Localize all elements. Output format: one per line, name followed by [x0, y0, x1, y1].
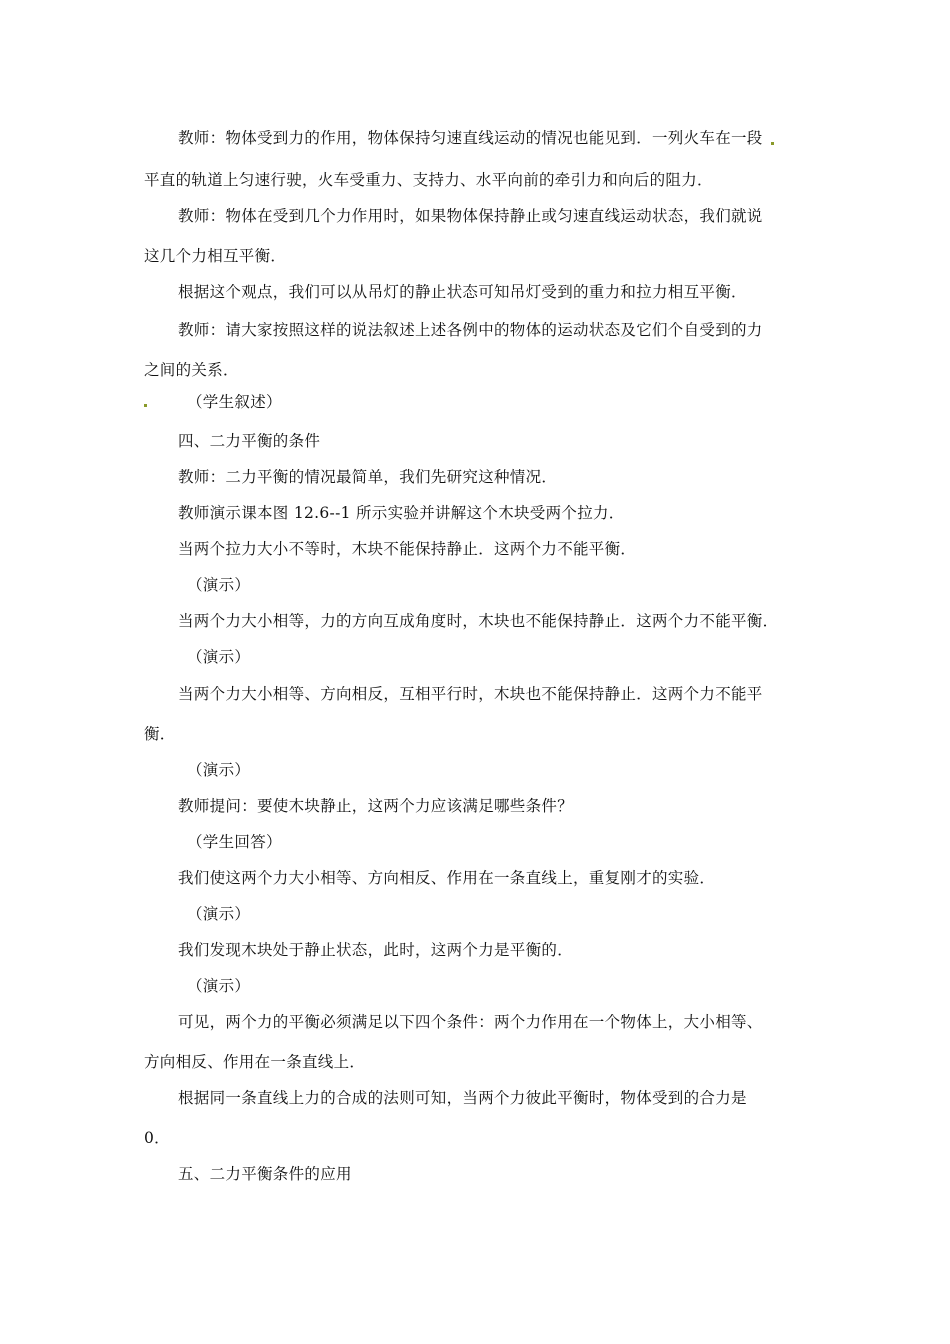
paragraph-line: （演示） [187, 648, 251, 666]
paragraph-line: 这几个力相互平衡． [144, 247, 287, 265]
mark-dot [144, 404, 147, 407]
paragraph-line: 平直的轨道上匀速行驶，火车受重力、支持力、水平向前的牵引力和向后的阻力． [144, 171, 713, 189]
paragraph-line: （演示） [187, 905, 251, 923]
section-heading: 五、二力平衡条件的应用 [178, 1165, 352, 1183]
paragraph-line: 之间的关系． [144, 361, 239, 379]
paragraph-line: 根据同一条直线上力的合成的法则可知，当两个力彼此平衡时，物体受到的合力是 [178, 1089, 747, 1107]
paragraph-line: 我们发现木块处于静止状态，此时，这两个力是平衡的． [178, 941, 574, 959]
paragraph-line: 可见，两个力的平衡必须满足以下四个条件：两个力作用在一个物体上，大小相等、 [178, 1013, 763, 1031]
mark-dot [771, 142, 774, 145]
paragraph-line: 根据这个观点，我们可以从吊灯的静止状态可知吊灯受到的重力和拉力相互平衡． [178, 283, 747, 301]
paragraph-line: 我们使这两个力大小相等、方向相反、作用在一条直线上，重复刚才的实验． [178, 869, 716, 887]
paragraph-line: 教师：二力平衡的情况最简单，我们先研究这种情况． [178, 468, 558, 486]
paragraph-line: 衡． [144, 725, 176, 743]
paragraph-line: （演示） [187, 761, 251, 779]
paragraph-line: 教师提问：要使木块静止，这两个力应该满足哪些条件？ [178, 797, 574, 815]
section-heading: 四、二力平衡的条件 [178, 432, 321, 450]
paragraph-line: （演示） [187, 977, 251, 995]
paragraph-line: （学生叙述） [187, 393, 282, 411]
paragraph-line: 当两个力大小相等、方向相反，互相平行时，木块也不能保持静止．这两个力不能平 [178, 685, 763, 703]
paragraph-line: （演示） [187, 576, 251, 594]
paragraph-line: 教师：物体受到力的作用，物体保持匀速直线运动的情况也能见到．一列火车在一段 [178, 129, 763, 147]
paragraph-line: 0． [144, 1129, 170, 1147]
paragraph-line: 教师：请大家按照这样的说法叙述上述各例中的物体的运动状态及它们个自受到的力 [178, 321, 763, 339]
paragraph-line: 当两个力大小相等，力的方向互成角度时，木块也不能保持静止．这两个力不能平衡． [178, 612, 779, 630]
paragraph-line: 当两个拉力大小不等时，木块不能保持静止．这两个力不能平衡． [178, 540, 637, 558]
paragraph-line: 教师演示课本图 12.6--1 所示实验并讲解这个木块受两个拉力． [178, 504, 625, 522]
paragraph-line: 方向相反、作用在一条直线上． [144, 1053, 366, 1071]
paragraph-line: 教师：物体在受到几个力作用时，如果物体保持静止或匀速直线运动状态，我们就说 [178, 207, 763, 225]
paragraph-line: （学生回答） [187, 833, 282, 851]
